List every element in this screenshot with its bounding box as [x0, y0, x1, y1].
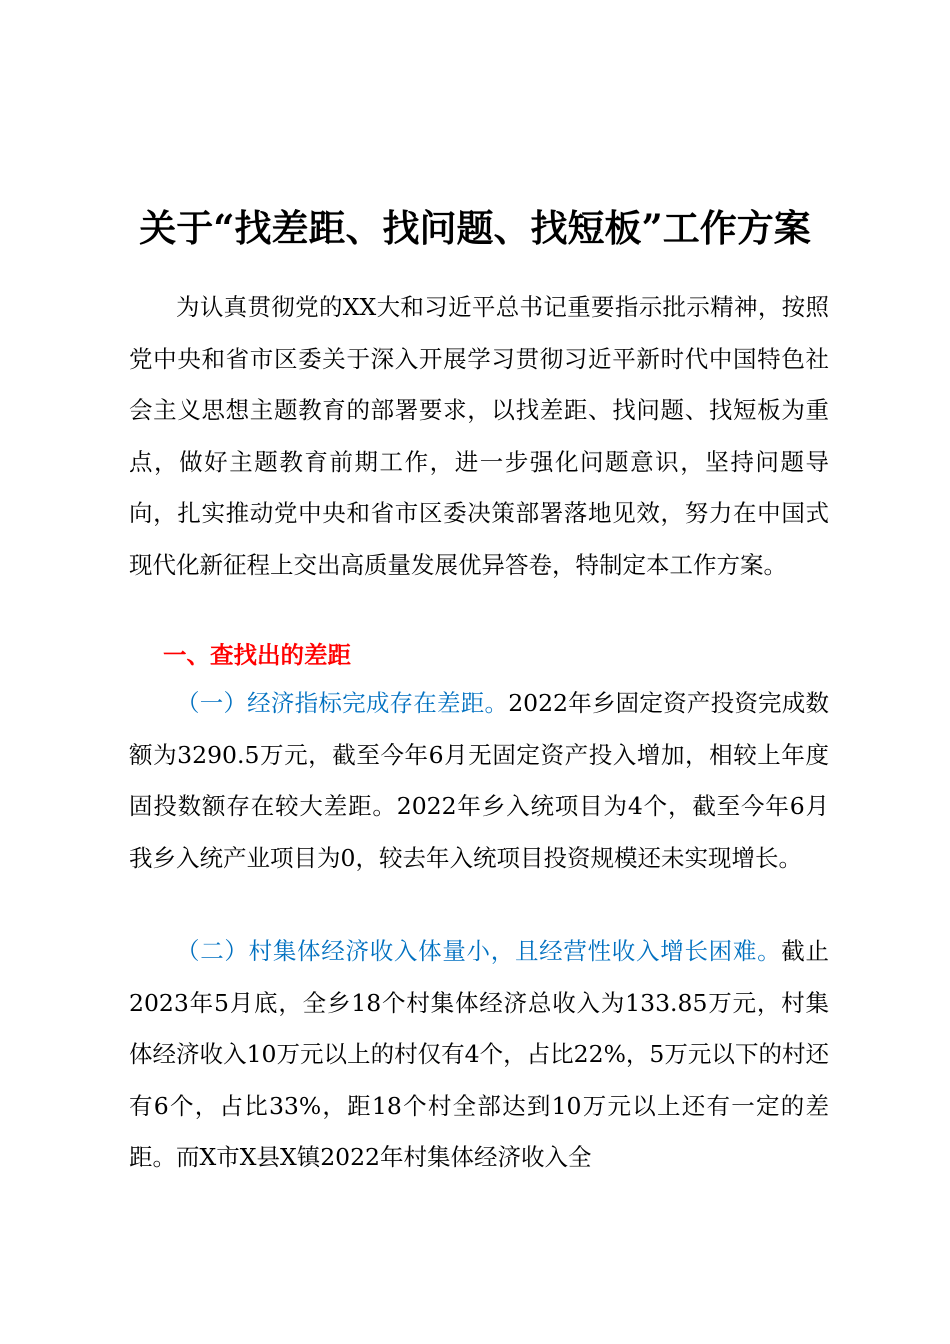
item-one-paragraph — [129, 678, 829, 884]
intro-paragraph: 为认真贯彻党的XX大和习近平总书记重要指示批示精神，按照党中央和省市区委关于深入开展学习贯彻习近平新时代中国特色社会主义思想主题教育的部署要求，以找差距、找问题、找短板为重点，做好主题教育前期工作，进一步强化问题意识，坚持问题导向，扎实推动党中央和省市区委决策部署落地见效，努力在中国式现代化新征程上交出高质量发展优异答卷，特制定本工作方案。 — [129, 293, 829, 579]
item-one-heading: （一）经济指标完成存在差距。 — [176, 689, 509, 717]
item-two-heading: （二）村集体经济收入体量小，且经营性收入增长困难。 — [176, 937, 782, 965]
item-one-text: 2022年乡固定资产投资完成数额为3290.5万元，截至今年6月无固定资产投入增加，相较上年度固投数额存在较大差距。2022年乡入统项目为4个，截至今年6月我乡入统产业项目为0，较去年入统项目投资规模还未实现增长。 — [129, 689, 829, 872]
section-heading-gaps: 一、查找出的差距 — [163, 641, 351, 669]
item-two-paragraph — [129, 926, 829, 1184]
document-title: 关于“找差距、找问题、找短板”工作方案 — [139, 206, 811, 250]
item-two-text: 截止2023年5月底，全乡18个村集体经济总收入为133.85万元，村集体经济收入10万元以上的村仅有4个，占比22%，5万元以下的村还有6个，占比33%，距18个村全部达到10万元以上还有一定的差距。而X市X县X镇2022年村集体经济收入全 — [129, 937, 830, 1171]
